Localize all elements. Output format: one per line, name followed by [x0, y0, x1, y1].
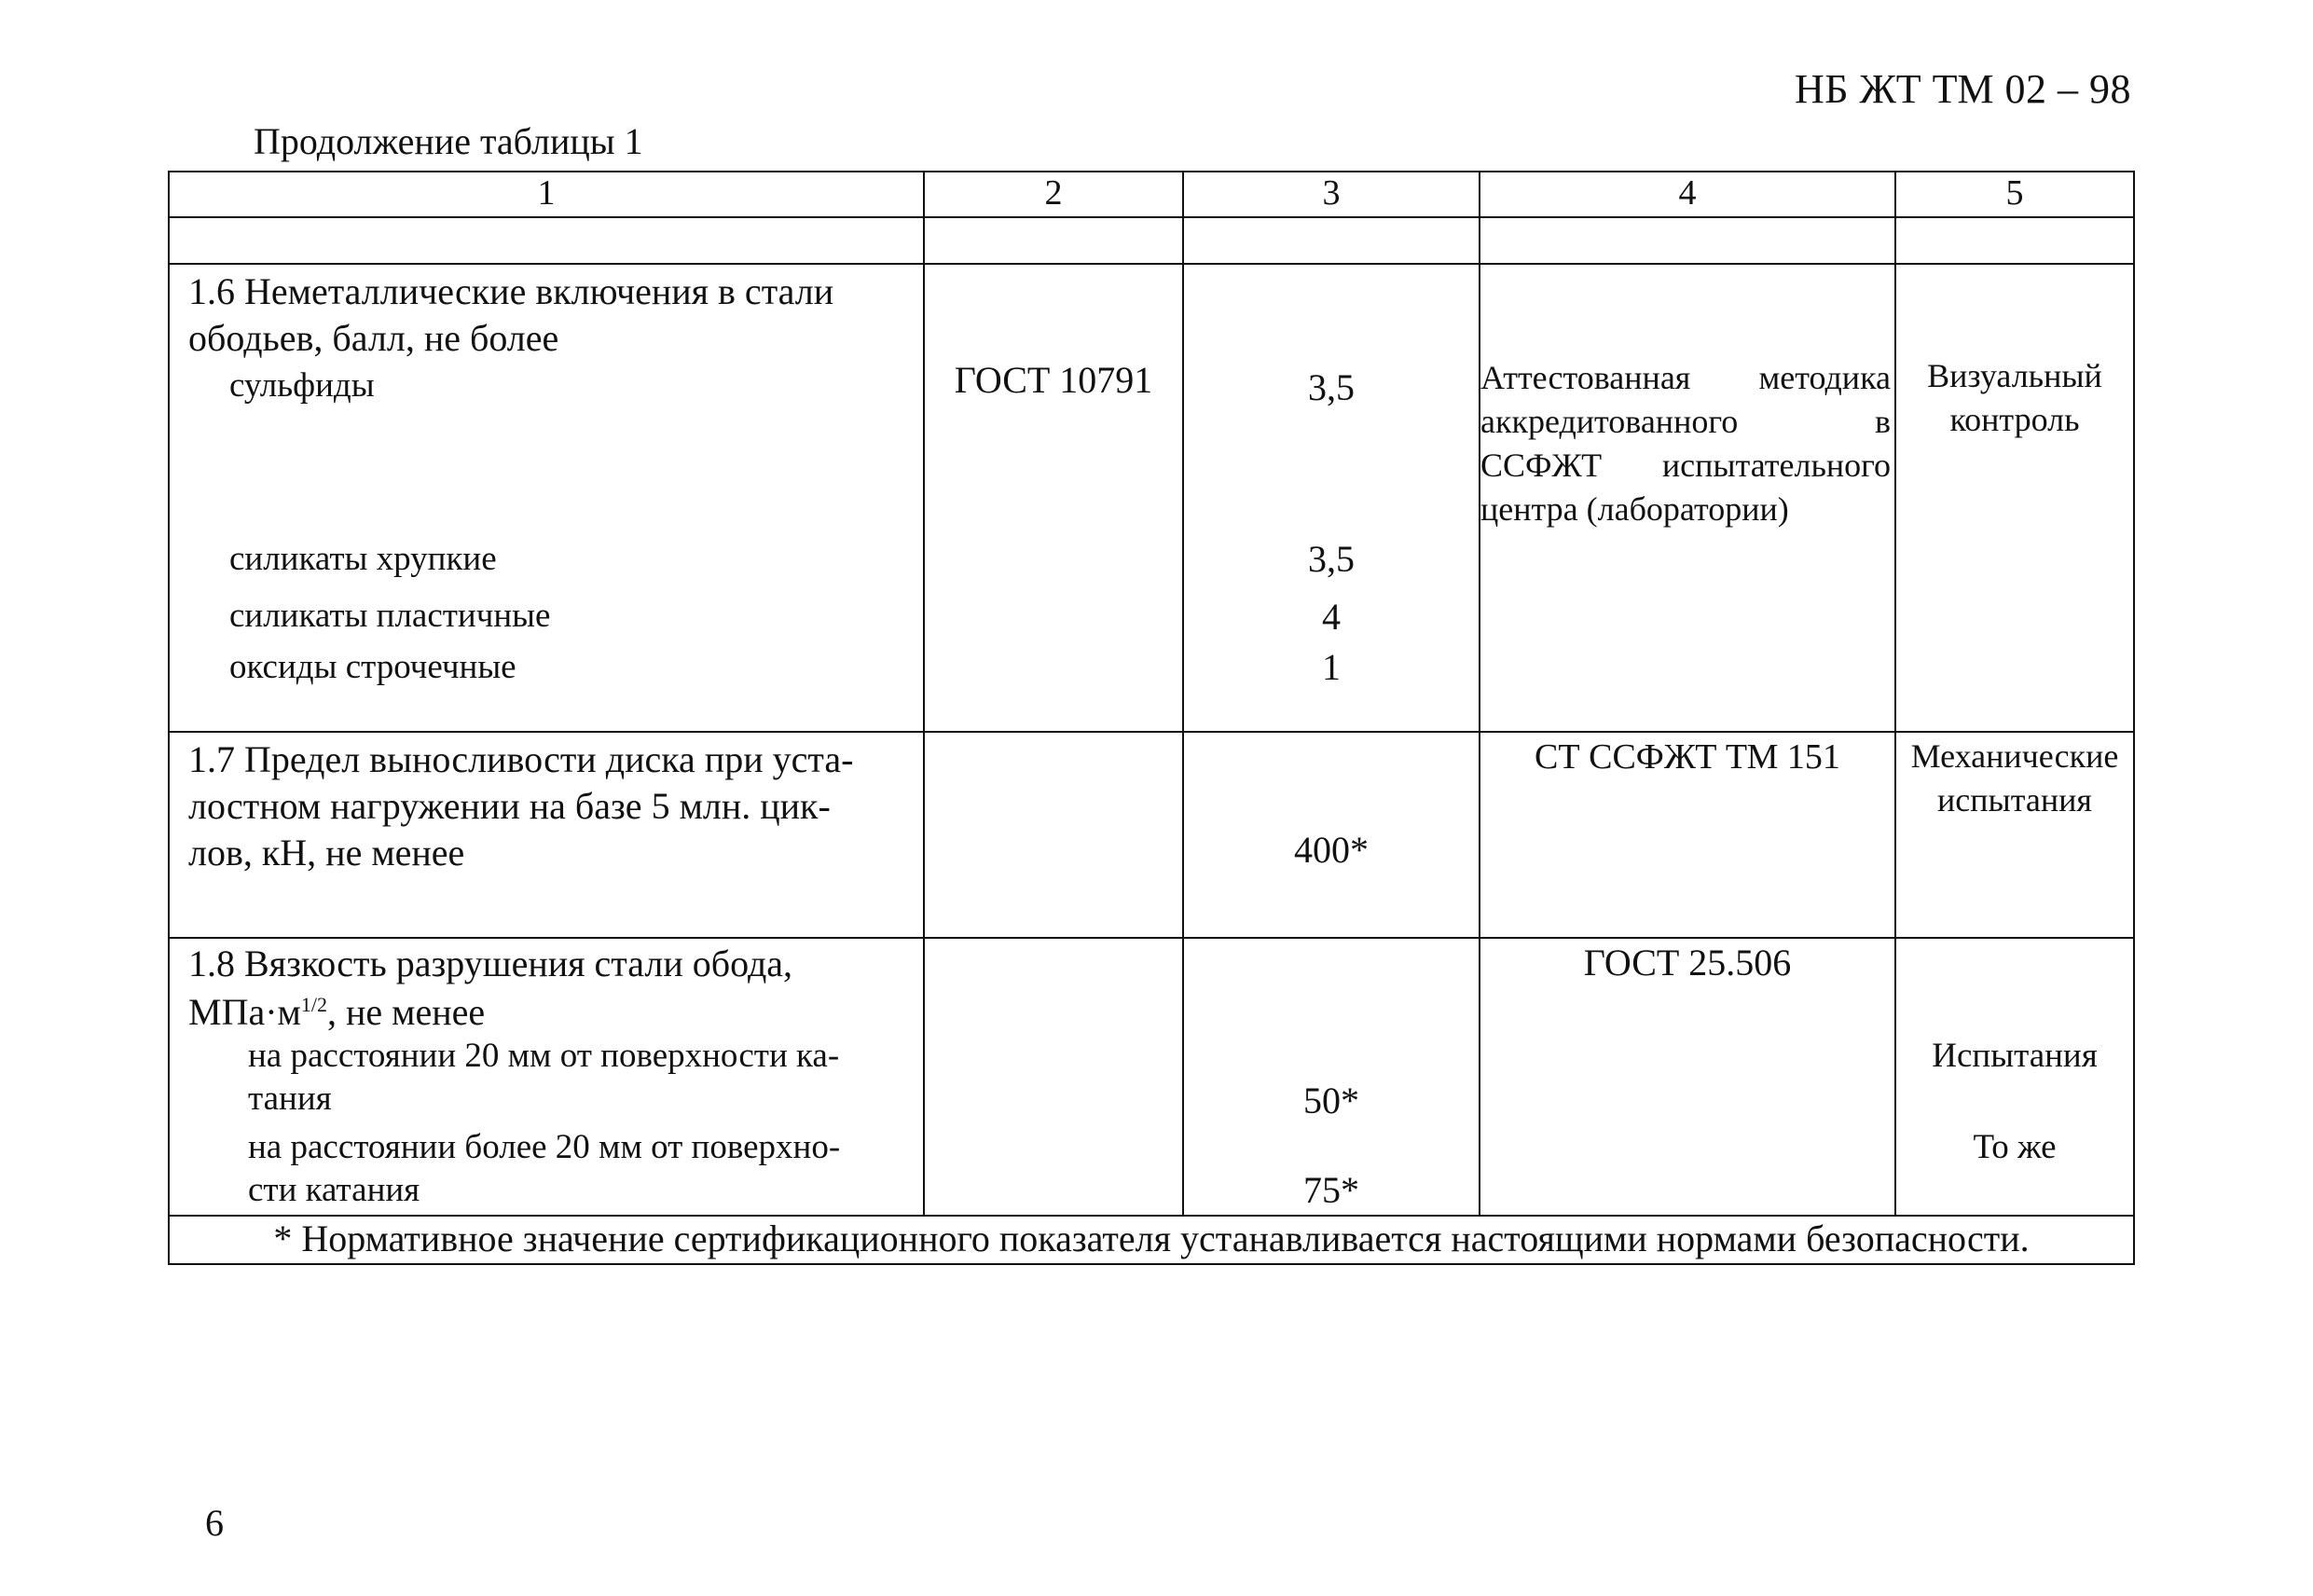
standard-cell [924, 264, 1183, 732]
table-row-1-7 [169, 732, 2134, 938]
row-title-line: 1.6 Неметаллические включения в стали [188, 270, 834, 312]
empty-row [169, 217, 2134, 264]
sub-item-label: на расстоянии 20 мм от поверхности ка- [248, 1037, 840, 1075]
footnote: * Нормативное значение сертификационного показателя устанавливается настоящими нормами безопасности. [169, 1216, 2134, 1264]
row-title-line: лов, кН, не менее [188, 832, 465, 874]
control-type: Визуальный [1927, 357, 2102, 394]
control-type: контроль [1949, 401, 2080, 438]
page-number: 6 [205, 1502, 224, 1544]
norm-value: 3,5 [1308, 538, 1355, 580]
method-cell [1480, 732, 1895, 938]
method-cell [1480, 264, 1895, 732]
method-cell [1480, 938, 1895, 1216]
sub-item-label: сульфиды [229, 366, 375, 405]
value-cell [1183, 732, 1480, 938]
column-number-5: 5 [1895, 172, 2134, 217]
indicator-cell [169, 732, 924, 938]
row-title-line: 1.7 Предел выносливости диска при уста- [188, 738, 854, 780]
norm-value: 50* [1303, 1080, 1359, 1121]
table-row-1-8 [169, 938, 2134, 1216]
control-type: Механические [1910, 737, 2119, 775]
method-text: ГОСТ 25.506 [1583, 942, 1792, 984]
row-title-line: 1.8 Вязкость разрушения стали обода, [188, 942, 793, 984]
control-type-cell [1895, 938, 2134, 1216]
row-title-line: лостном нагружении на базе 5 млн. цик- [188, 785, 831, 827]
table-caption: Продолжение таблицы 1 [254, 120, 643, 162]
row-title-line: ободьев, балл, не более [188, 317, 559, 359]
method-text: Аттестованная методика аккредитованного в ССФЖТ испытательного центра (лаборатории) [1480, 359, 1891, 528]
norm-value: 4 [1322, 596, 1341, 638]
column-number-1: 1 [169, 172, 924, 217]
column-number-4: 4 [1480, 172, 1895, 217]
column-number-2: 2 [924, 172, 1183, 217]
sub-item-label: тания [248, 1080, 332, 1118]
norm-value: 3,5 [1308, 366, 1355, 408]
indicator-cell [169, 938, 924, 1216]
norm-value: 400* [1294, 829, 1369, 871]
document-code: НБ ЖТ ТМ 02 – 98 [1794, 66, 2131, 112]
row-title-unit: $МПа\cdot м^{1/2}$, не менее [188, 991, 486, 1033]
sub-item-label: силикаты хрупкие [229, 540, 497, 578]
standard-reference: ГОСТ 10791 [954, 359, 1153, 401]
norm-value: 1 [1322, 646, 1341, 688]
table-row-1-6 [169, 264, 2134, 732]
method-text: СТ ССФЖТ ТМ 151 [1535, 737, 1840, 777]
footnote-row [169, 1216, 2134, 1264]
control-type: испытания [1937, 781, 2092, 819]
indicator-cell [169, 264, 924, 732]
control-type-cell [1895, 732, 2134, 938]
sub-item-label: оксиды строчечные [229, 648, 516, 686]
value-cell [1183, 938, 1480, 1216]
column-number-3: 3 [1183, 172, 1480, 217]
requirements-table [168, 171, 2135, 1265]
sub-item-label: сти катания [248, 1171, 420, 1209]
norm-value: 75* [1303, 1169, 1359, 1211]
control-type: То же [1973, 1128, 2057, 1166]
sub-item-label: на расстоянии более 20 мм от поверхно- [248, 1128, 841, 1166]
control-type-cell [1895, 264, 2134, 732]
sub-item-label: силикаты пластичные [229, 597, 551, 635]
value-cell [1183, 264, 1480, 732]
column-number-row [169, 172, 2134, 217]
control-type: Испытания [1932, 1037, 2098, 1075]
